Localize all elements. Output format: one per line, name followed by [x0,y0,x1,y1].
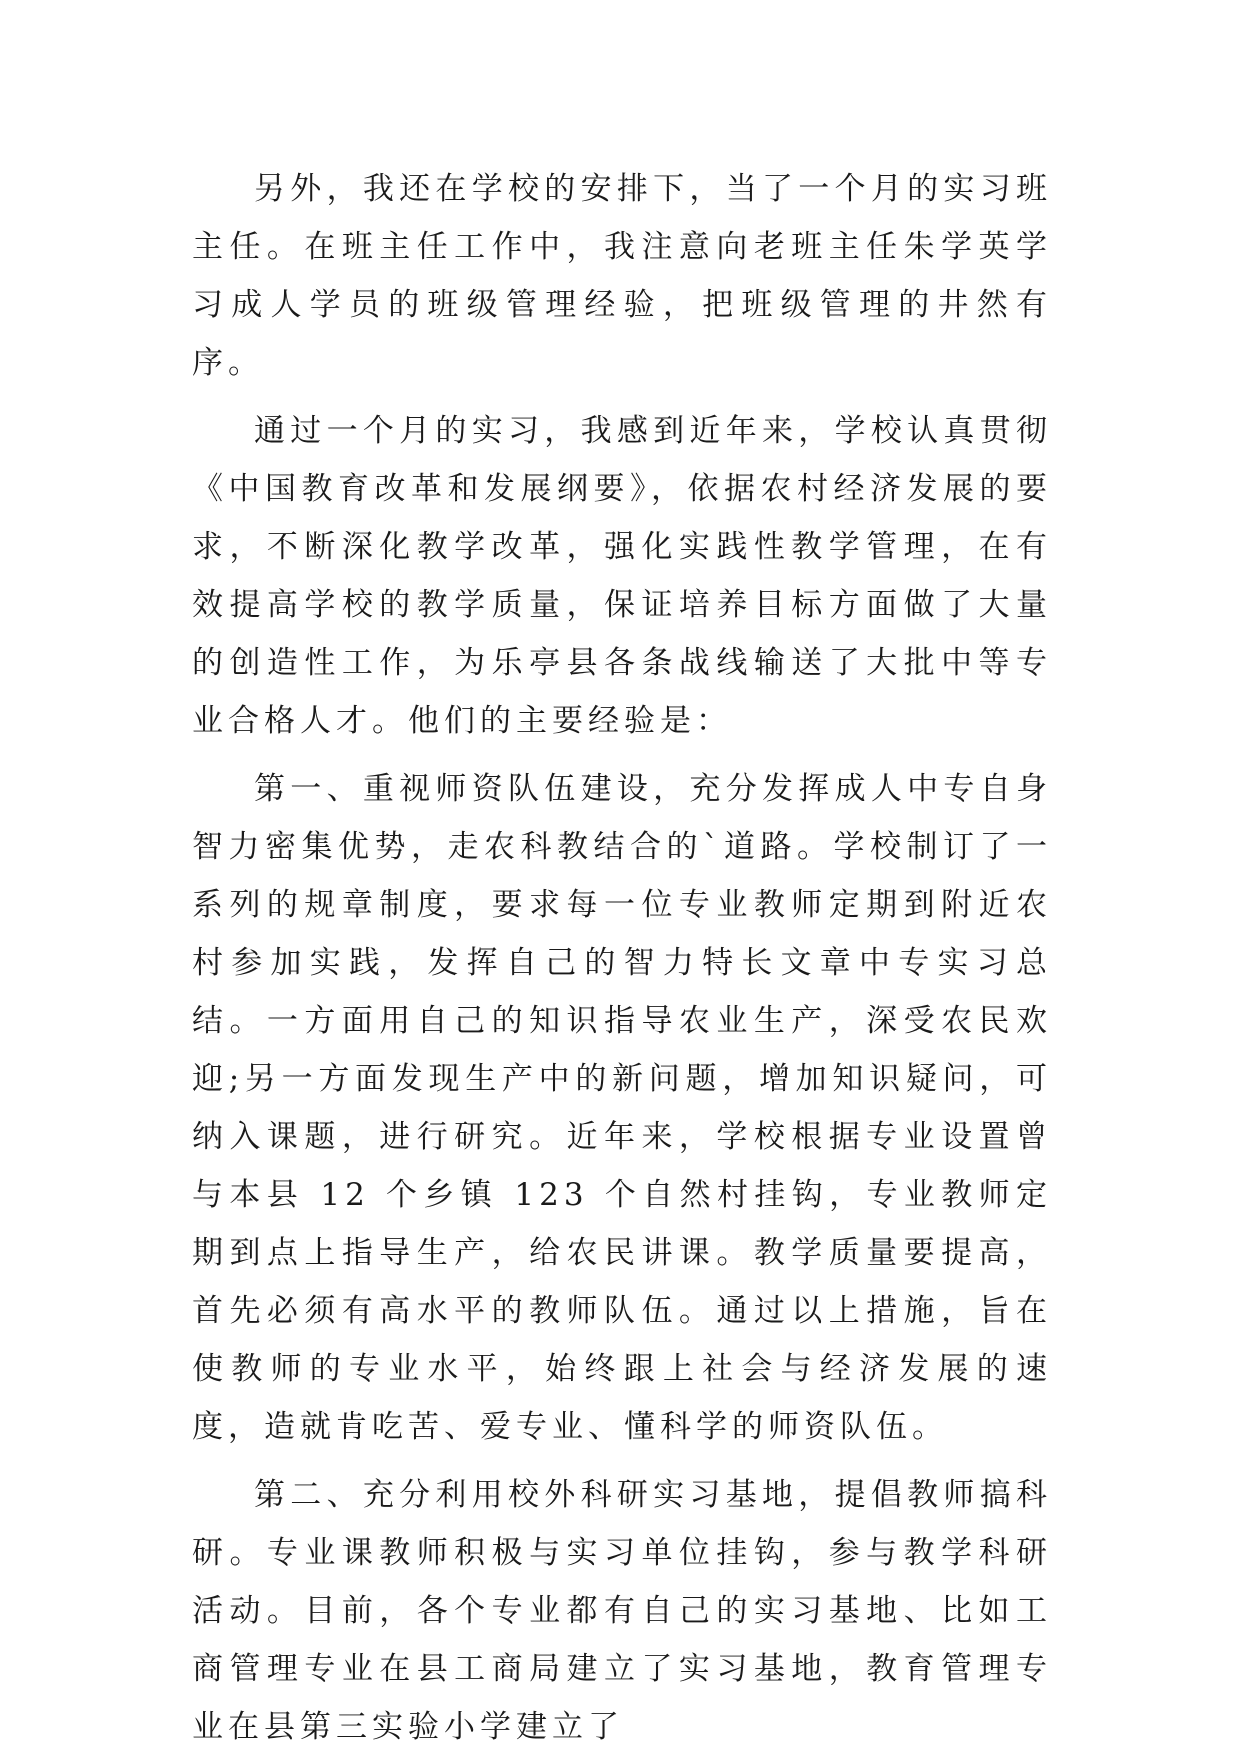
paragraph-class-teacher: 另外，我还在学校的安排下，当了一个月的实习班主任。在班主任工作中，我注意向老班主任朱学英学习成人学员的班级管理经验，把班级管理的井然有序。 [192,171,1052,381]
paragraph-second-experience: 第二、充分利用校外科研实习基地，提倡教师搞科研。专业课教师积极与实习单位挂钩，参与教学科研活动。目前，各个专业都有自己的实习基地、比如工商管理专业在县工商局建立了实习基地，教育管理专业在县第三实验小学建立了 [192,1477,1052,1745]
paragraph-first-experience: 第一、重视师资队伍建设，充分发挥成人中专自身智力密集优势，走农科教结合的`道路。学校制订了一系列的规章制度，要求每一位专业教师定期到附近农村参加实践，发挥自己的智力特长文章中专实习总结。一方面用自己的知识指导农业生产，深受农民欢迎;另一方面发现生产中的新问题，增加知识疑问，可纳入课题，进行研究。近年来，学校根据专业设置曾与本县 12 个乡镇 123 个自然村挂钩，专业教师定期到点上指导生产，给农民讲课。教学质量要提高，首先必须有高水平的教师队伍。通过以上措施，旨在使教师的专业水平，始终跟上社会与经济发展的速度，造就肯吃苦、爱专业、懂科学的师资队伍。 [192,771,1052,1445]
document-page [192,160,1052,1756]
paragraph-internship-summary: 通过一个月的实习，我感到近年来，学校认真贯彻《中国教育改革和发展纲要》，依据农村经济发展的要求，不断深化教学改革，强化实践性教学管理，在有效提高学校的教学质量，保证培养目标方面做了大量的创造性工作，为乐亭县各条战线输送了大批中等专业合格人才。他们的主要经验是： [192,413,1052,739]
